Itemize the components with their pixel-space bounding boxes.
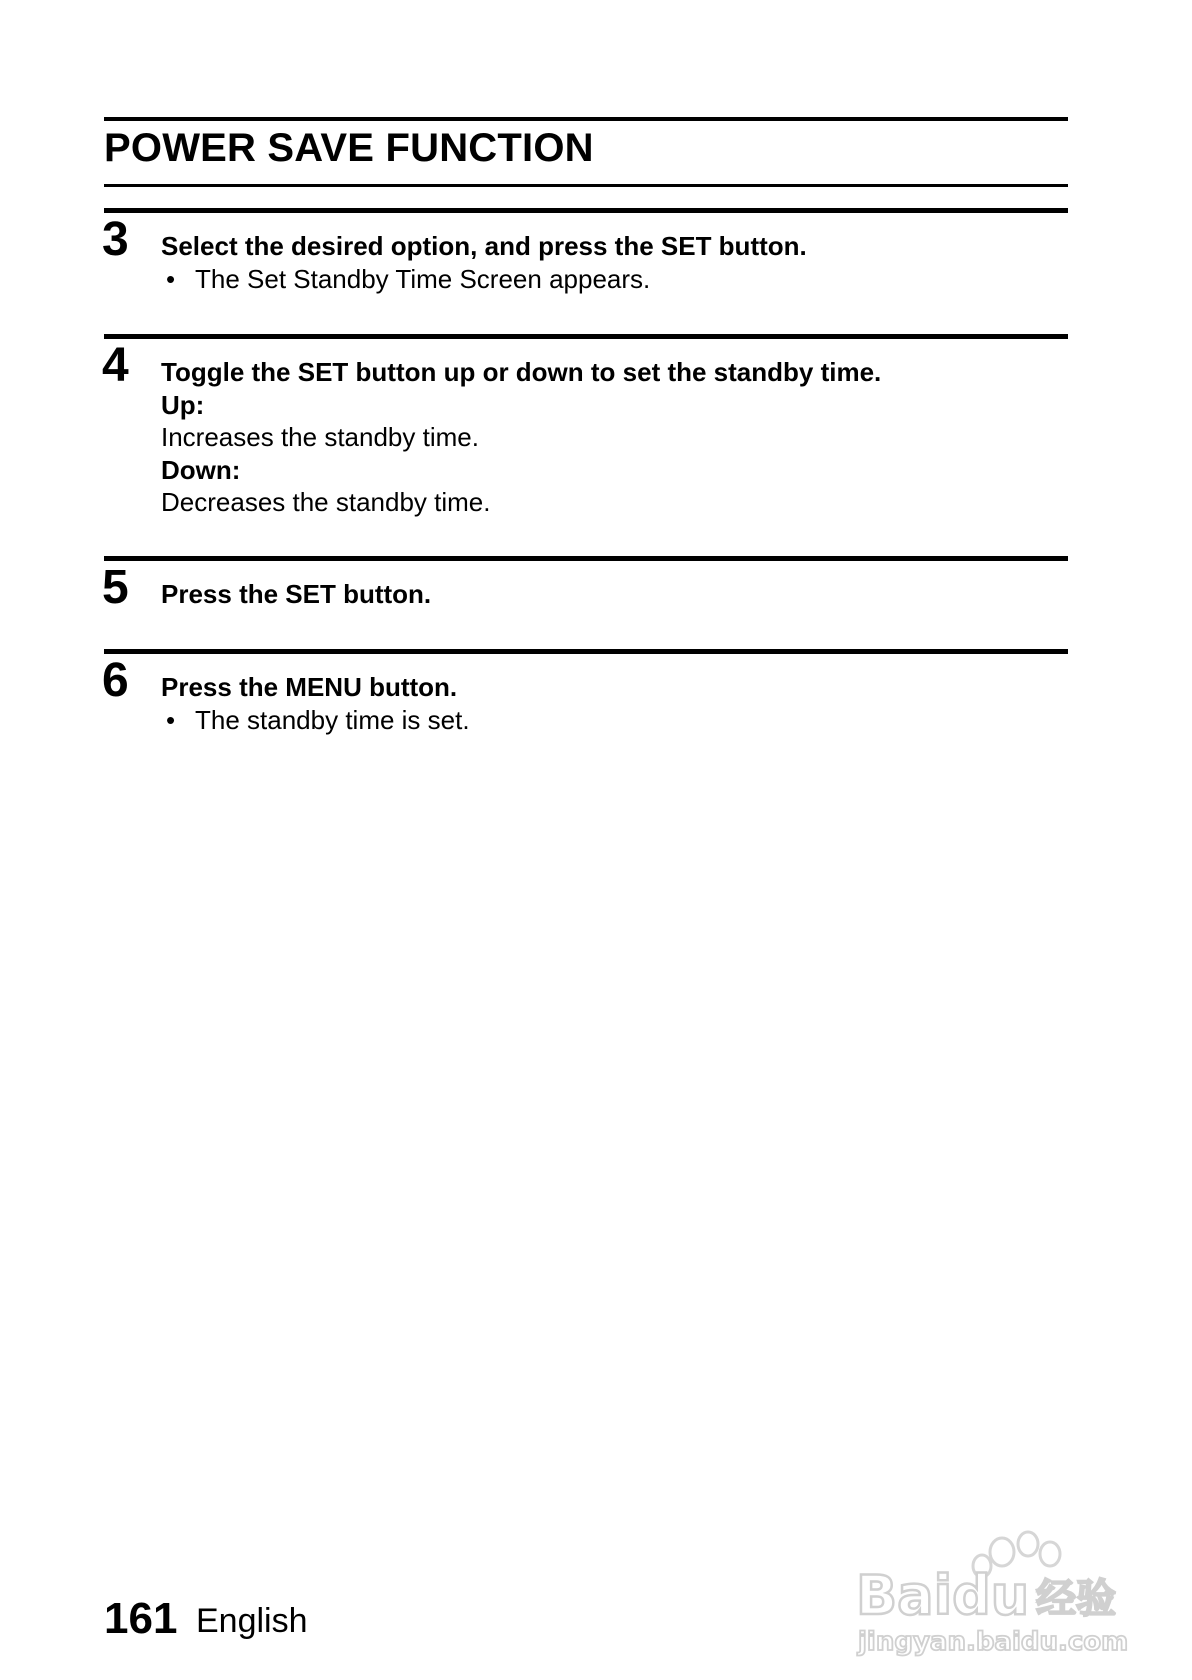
- header-top-rule: [104, 117, 1068, 121]
- step-6-rule: [104, 649, 1068, 654]
- step-3-number: 3: [102, 213, 129, 266]
- step-4-down-text: Decreases the standby time.: [161, 487, 491, 517]
- step-3-bullet: [161, 263, 807, 296]
- step-6-heading: Press the MENU button.: [161, 672, 458, 702]
- step-3-bullet-text: The Set Standby Time Screen appears.: [195, 263, 651, 294]
- page-language: English: [196, 1602, 308, 1640]
- step-3-heading: Select the desired option, and press the SET button.: [161, 231, 807, 261]
- page-title: POWER SAVE FUNCTION: [104, 126, 594, 170]
- step-4-up-label: Up:: [161, 389, 205, 420]
- step-4-down-label: Down:: [161, 454, 241, 485]
- step-6-bullet-text: The standby time is set.: [195, 704, 470, 735]
- step-4-heading: Toggle the SET button up or down to set the standby time.: [161, 357, 882, 387]
- watermark-chinese-text: 经验: [1036, 1576, 1116, 1622]
- watermark-brand-text: Baidu: [856, 1564, 1030, 1627]
- bullet-dot-icon: •: [166, 263, 176, 294]
- step-3-body: [161, 230, 807, 295]
- step-4-rule: [104, 334, 1068, 339]
- step-6-number: 6: [102, 654, 129, 707]
- header-bottom-rule: [104, 184, 1068, 187]
- step-4-number: 4: [102, 339, 129, 392]
- step-5-rule: [104, 556, 1068, 561]
- step-3-rule: [104, 208, 1068, 213]
- baidu-jingyan-watermark: [852, 1510, 1142, 1660]
- step-5-body: [161, 578, 431, 611]
- step-5-heading: Press the SET button.: [161, 579, 432, 609]
- step-6-bullet: [161, 704, 470, 737]
- step-5-number: 5: [102, 561, 129, 614]
- bullet-dot-icon: •: [166, 704, 176, 735]
- step-4-up-text: Increases the standby time.: [161, 422, 479, 452]
- step-6-body: [161, 671, 470, 736]
- step-4-body: [161, 356, 881, 519]
- watermark-url-text: jingyan.baidu.com: [858, 1627, 1129, 1657]
- page-number: 161: [104, 1594, 178, 1643]
